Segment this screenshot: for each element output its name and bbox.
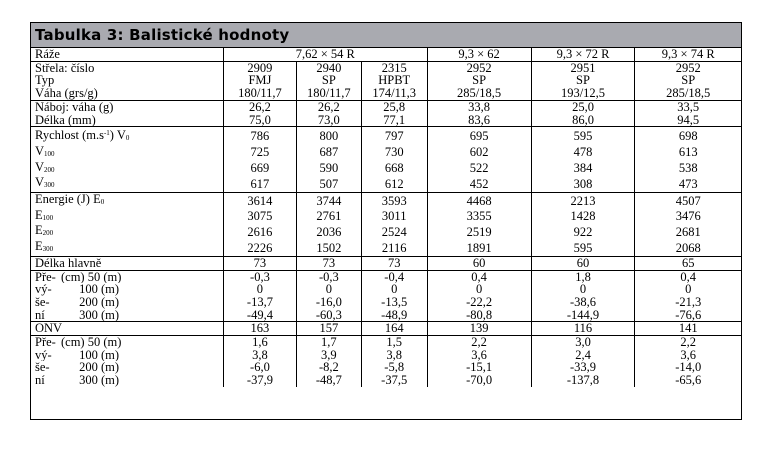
row-label: [31, 240, 223, 256]
value-cell: 2524: [361, 224, 427, 240]
value-cell: -48,9: [361, 309, 427, 322]
table-row-naboj: [31, 100, 741, 113]
value-cell: 0: [223, 283, 296, 296]
row-label: [31, 296, 223, 309]
value-cell: -16,0: [296, 296, 361, 309]
label-text: V: [35, 176, 45, 190]
value-cell: 75,0: [223, 114, 296, 127]
value-cell: 730: [361, 145, 427, 161]
value-cell: -6,0: [223, 361, 296, 374]
ballistics-table-frame: [30, 22, 742, 420]
value-cell: 2940: [296, 61, 361, 74]
value-cell: 2068: [635, 240, 741, 256]
table-row-delka: [31, 114, 741, 127]
row-label: [31, 127, 223, 145]
row-label: [31, 100, 223, 113]
label-subscript: 300: [42, 245, 54, 254]
value-cell: 786: [223, 127, 296, 145]
value-cell: 33,8: [427, 100, 531, 113]
value-cell: 83,6: [427, 114, 531, 127]
table-row-v300: [31, 176, 741, 192]
label-text: Délka hlavně: [35, 256, 102, 270]
value-cell: 3011: [361, 209, 427, 225]
value-cell: 3,6: [635, 349, 741, 362]
value-cell: 2952: [427, 61, 531, 74]
value-cell: -0,3: [223, 270, 296, 283]
label-part: še-: [35, 295, 50, 309]
value-cell: 2,2: [635, 336, 741, 349]
table-row-e100: [31, 209, 741, 225]
value-cell: 164: [361, 322, 427, 336]
label-subscript: 100: [44, 149, 55, 158]
value-cell: 617: [223, 176, 296, 192]
value-cell: 94,5: [635, 114, 741, 127]
row-label: [31, 309, 223, 322]
value-cell: 0,4: [427, 270, 531, 283]
row-label: [31, 256, 223, 270]
value-cell: 3,6: [427, 349, 531, 362]
row-label: [31, 61, 223, 74]
caliber-cell: 9,3 × 74 R: [635, 48, 741, 61]
value-cell: 73: [361, 256, 427, 270]
value-cell: -37,9: [223, 374, 296, 387]
label-subscript: 0: [100, 198, 105, 207]
value-cell: -13,5: [361, 296, 427, 309]
value-cell: 1502: [296, 240, 361, 256]
table-title: Tabulka 3: Balistické hodnoty: [31, 23, 741, 48]
value-cell: 2,4: [531, 349, 635, 362]
value-cell: 2519: [427, 224, 531, 240]
value-cell: 2315: [361, 61, 427, 74]
row-label: [31, 270, 223, 283]
value-cell: 308: [531, 176, 635, 192]
value-cell: SP: [531, 74, 635, 87]
label-text: E: [35, 224, 43, 238]
table-row-v200: [31, 161, 741, 177]
row-label: [31, 74, 223, 87]
row-label: [31, 114, 223, 127]
label-part: vý-: [35, 348, 52, 362]
value-cell: -65,6: [635, 374, 741, 387]
value-cell: 669: [223, 161, 296, 177]
value-cell: 73: [296, 256, 361, 270]
label-unit: 200 (m): [79, 361, 119, 375]
value-cell: 2036: [296, 224, 361, 240]
value-cell: -5,8: [361, 361, 427, 374]
value-cell: SP: [296, 74, 361, 87]
row-label: [31, 283, 223, 296]
value-cell: 65: [635, 256, 741, 270]
label-text: ) V: [109, 128, 126, 143]
value-cell: 522: [427, 161, 531, 177]
ballistics-table: [31, 48, 741, 387]
value-cell: -38,6: [531, 296, 635, 309]
value-cell: 60: [531, 256, 635, 270]
value-cell: 2116: [361, 240, 427, 256]
label-unit: 300 (m): [79, 374, 119, 387]
row-label: [31, 176, 223, 192]
row-label: [31, 161, 223, 177]
value-cell: 141: [635, 322, 741, 336]
value-cell: -48,7: [296, 374, 361, 387]
value-cell: -37,5: [361, 374, 427, 387]
value-cell: 725: [223, 145, 296, 161]
table-row-p1: [31, 270, 741, 283]
caliber-cell: 9,3 × 62: [427, 48, 531, 61]
label-unit: 100 (m): [79, 283, 119, 296]
value-cell: 2681: [635, 224, 741, 240]
label-text: V: [35, 144, 45, 158]
row-label: [31, 349, 223, 362]
value-cell: 800: [296, 127, 361, 145]
value-cell: 507: [296, 176, 361, 192]
value-cell: 4507: [635, 193, 741, 209]
label-text: Náboj: váha (g): [35, 100, 114, 114]
table-row-p4: [31, 309, 741, 322]
value-cell: FMJ: [223, 74, 296, 87]
table-row-e200: [31, 224, 741, 240]
value-cell: 595: [531, 240, 635, 256]
value-cell: -137,8: [531, 374, 635, 387]
value-cell: 1,7: [296, 336, 361, 349]
label-text: V: [35, 160, 45, 174]
value-cell: 3593: [361, 193, 427, 209]
label-unit: (cm) 50 (m): [61, 335, 122, 349]
value-cell: 3,9: [296, 349, 361, 362]
value-cell: 73: [223, 256, 296, 270]
value-cell: 3,8: [223, 349, 296, 362]
value-cell: 285/18,5: [427, 87, 531, 100]
value-cell: 1428: [531, 209, 635, 225]
label-unit: 200 (m): [79, 295, 119, 309]
value-cell: 2909: [223, 61, 296, 74]
table-row-q3: [31, 361, 741, 374]
label-unit: (cm) 50 (m): [61, 270, 122, 284]
label-text: ONV: [35, 321, 63, 336]
value-cell: SP: [427, 74, 531, 87]
value-cell: 26,2: [296, 100, 361, 113]
value-cell: 2616: [223, 224, 296, 240]
label-subscript: 200: [44, 165, 55, 174]
row-label: Ráže: [35, 48, 60, 61]
row-label: [31, 87, 223, 100]
value-cell: 602: [427, 145, 531, 161]
value-cell: 2951: [531, 61, 635, 74]
value-cell: 163: [223, 322, 296, 336]
caliber-cell: 9,3 × 72 R: [531, 48, 635, 61]
value-cell: -15,1: [427, 361, 531, 374]
row-label: [31, 374, 223, 387]
table-row-typ: [31, 74, 741, 87]
value-cell: -76,6: [635, 309, 741, 322]
value-cell: 77,1: [361, 114, 427, 127]
row-label: [31, 145, 223, 161]
label-part: ní: [35, 308, 45, 322]
value-cell: 60: [427, 256, 531, 270]
value-cell: 613: [635, 145, 741, 161]
value-cell: 26,2: [223, 100, 296, 113]
caliber-cell: 7,62 × 54 R: [223, 48, 427, 61]
value-cell: -21,3: [635, 296, 741, 309]
value-cell: -49,4: [223, 309, 296, 322]
value-cell: 3744: [296, 193, 361, 209]
value-cell: HPBT: [361, 74, 427, 87]
label-text: E: [35, 240, 43, 254]
value-cell: 797: [361, 127, 427, 145]
value-cell: 922: [531, 224, 635, 240]
label-superscript: -1: [103, 129, 110, 138]
table-row-e0: [31, 193, 741, 209]
value-cell: -80,8: [427, 309, 531, 322]
table-row-strela: [31, 61, 741, 74]
caliber-header-row: [31, 48, 741, 61]
value-cell: -14,0: [635, 361, 741, 374]
label-text: Energie (J) E: [35, 192, 101, 207]
value-cell: 384: [531, 161, 635, 177]
value-cell: 1891: [427, 240, 531, 256]
value-cell: 285/18,5: [635, 87, 741, 100]
label-subscript: 100: [42, 213, 54, 222]
value-cell: 478: [531, 145, 635, 161]
value-cell: 2952: [635, 61, 741, 74]
value-cell: 538: [635, 161, 741, 177]
label-text: Typ: [35, 74, 55, 88]
value-cell: 473: [635, 176, 741, 192]
value-cell: 0,4: [635, 270, 741, 283]
table-row-q4: [31, 374, 741, 387]
value-cell: -60,3: [296, 309, 361, 322]
table-row-vaha: [31, 87, 741, 100]
value-cell: 157: [296, 322, 361, 336]
label-part: še-: [35, 361, 50, 375]
value-cell: 139: [427, 322, 531, 336]
value-cell: 116: [531, 322, 635, 336]
label-subscript: 300: [44, 181, 55, 190]
row-label: [31, 322, 223, 336]
row-label: [31, 193, 223, 209]
value-cell: 25,8: [361, 100, 427, 113]
row-label: [31, 336, 223, 349]
table-row-p3: [31, 296, 741, 309]
table-row-q1: [31, 336, 741, 349]
value-cell: 595: [531, 127, 635, 145]
value-cell: 3476: [635, 209, 741, 225]
label-unit: 300 (m): [79, 308, 119, 322]
table-row-p2: [31, 283, 741, 296]
table-row-onv: [31, 322, 741, 336]
table-row-v0: [31, 127, 741, 145]
label-text: Délka (mm): [35, 113, 96, 127]
value-cell: -33,9: [531, 361, 635, 374]
value-cell: 0: [635, 283, 741, 296]
value-cell: 695: [427, 127, 531, 145]
value-cell: 25,0: [531, 100, 635, 113]
table-row-q2: [31, 349, 741, 362]
value-cell: -13,7: [223, 296, 296, 309]
value-cell: 2213: [531, 193, 635, 209]
label-part: ní: [35, 374, 45, 387]
value-cell: 174/11,3: [361, 87, 427, 100]
value-cell: -0,3: [296, 270, 361, 283]
label-text: E: [35, 208, 43, 222]
value-cell: 0: [531, 283, 635, 296]
table-row-e300: [31, 240, 741, 256]
label-part: Pře-: [35, 335, 56, 349]
row-label: [31, 209, 223, 225]
value-cell: -0,4: [361, 270, 427, 283]
label-text: Střela: číslo: [35, 61, 95, 75]
label-subscript: 0: [125, 134, 130, 143]
value-cell: -22,2: [427, 296, 531, 309]
value-cell: 4468: [427, 193, 531, 209]
value-cell: 2,2: [427, 336, 531, 349]
row-label: [31, 224, 223, 240]
value-cell: 1,5: [361, 336, 427, 349]
value-cell: -70,0: [427, 374, 531, 387]
label-subscript: 200: [42, 229, 54, 238]
value-cell: 2761: [296, 209, 361, 225]
value-cell: 193/12,5: [531, 87, 635, 100]
value-cell: 0: [361, 283, 427, 296]
value-cell: 3,0: [531, 336, 635, 349]
table-row-v100: [31, 145, 741, 161]
value-cell: 687: [296, 145, 361, 161]
value-cell: 452: [427, 176, 531, 192]
value-cell: 698: [635, 127, 741, 145]
table-row-hlaven: [31, 256, 741, 270]
value-cell: 1,8: [531, 270, 635, 283]
value-cell: 180/11,7: [223, 87, 296, 100]
value-cell: 3,8: [361, 349, 427, 362]
label-text: Váha (grs/g): [35, 87, 98, 101]
value-cell: 3614: [223, 193, 296, 209]
value-cell: 0: [427, 283, 531, 296]
value-cell: 0: [296, 283, 361, 296]
row-label: [31, 361, 223, 374]
value-cell: 73,0: [296, 114, 361, 127]
label-part: Pře-: [35, 270, 56, 284]
value-cell: SP: [635, 74, 741, 87]
value-cell: 590: [296, 161, 361, 177]
label-part: vý-: [35, 283, 52, 296]
label-unit: 100 (m): [79, 348, 119, 362]
value-cell: 612: [361, 176, 427, 192]
value-cell: -8,2: [296, 361, 361, 374]
value-cell: 33,5: [635, 100, 741, 113]
value-cell: 668: [361, 161, 427, 177]
value-cell: 86,0: [531, 114, 635, 127]
value-cell: -144,9: [531, 309, 635, 322]
value-cell: 2226: [223, 240, 296, 256]
value-cell: 3355: [427, 209, 531, 225]
value-cell: 3075: [223, 209, 296, 225]
value-cell: 1,6: [223, 336, 296, 349]
label-text: Rychlost (m.s: [35, 128, 104, 143]
value-cell: 180/11,7: [296, 87, 361, 100]
